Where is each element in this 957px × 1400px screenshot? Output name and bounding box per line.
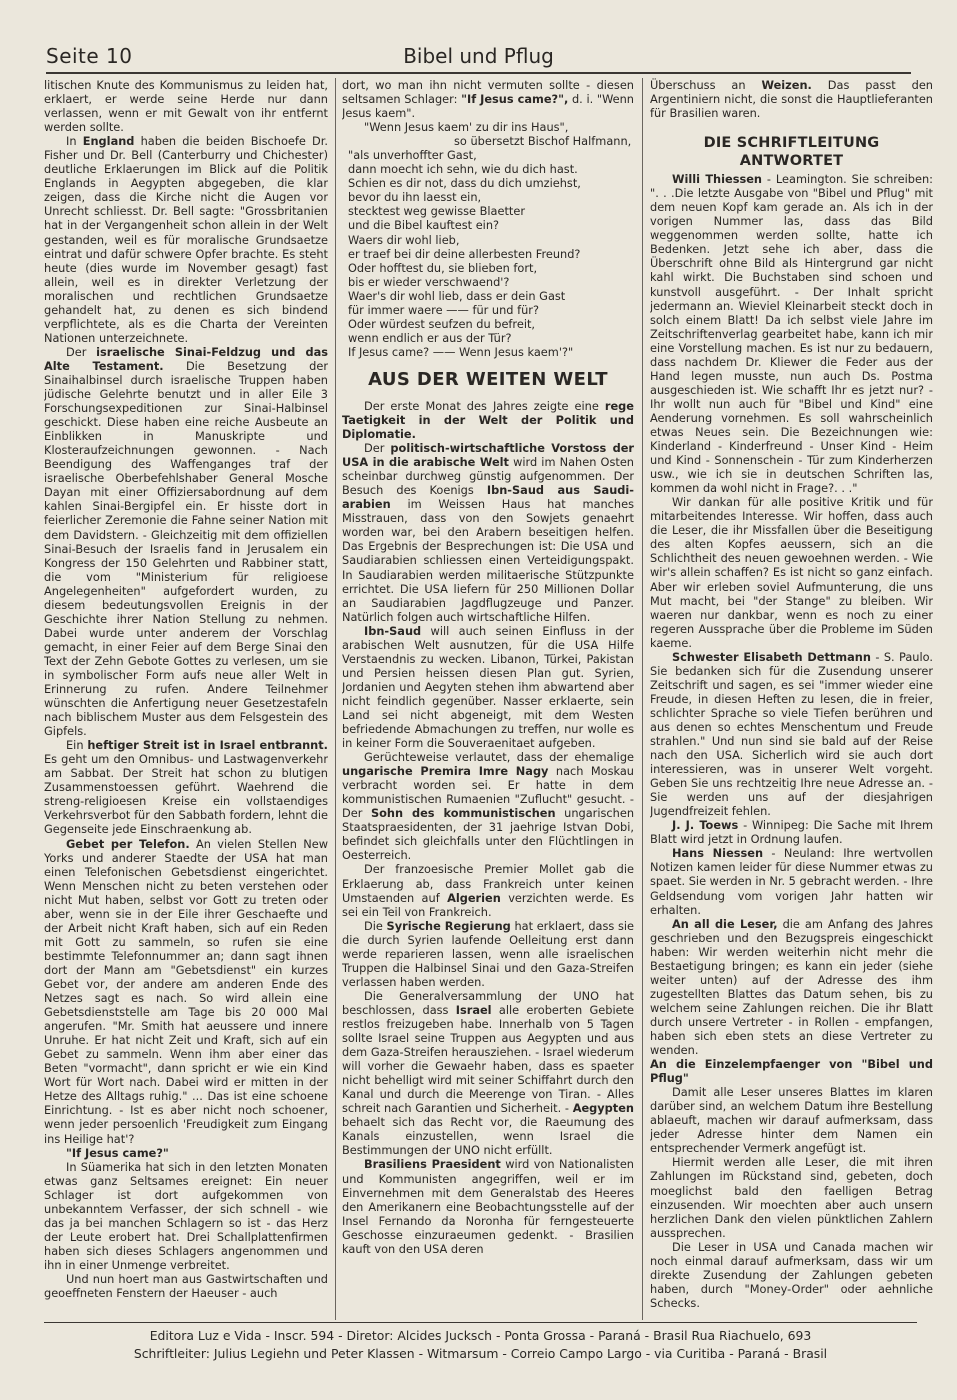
lyric-line: er traef bei dir deine allerbesten Freund? <box>348 246 581 261</box>
lyric-line: so übersetzt Bischof Halfmann, <box>454 134 632 149</box>
text: Gerüchteweise verlautet, dass der ehemalige <box>364 750 634 765</box>
lyric-line: "Wenn Jesus kaem' zu dir ins Haus", <box>364 120 569 135</box>
reply-thiessen <box>650 172 933 495</box>
reply-toews <box>650 818 933 846</box>
text: die am Anfang des Jahres geschrieben und den Bezugspreis eingeschickt haben: Wir werden weiterhin nicht mehr die Bestaetigung bringen; es kann ein jeder (siehe weiter unten) auf der Adresse des ihm zugestellten Blattes das Datum sehen, bis zu welchem seine Zahlungen reichen. Die ihr Blatt durch unsere Vertreter - in Rollen - empfangen, haben sich eben stets an diese Vertreter zu wenden. <box>650 916 933 1058</box>
lyric-line: "als unverhoffter Gast, <box>348 148 477 163</box>
bold-keyword: Schwester Elisabeth Dettmann <box>672 649 871 664</box>
page-footer-imprint <box>44 1322 917 1379</box>
bold-keyword: Algerien <box>447 890 501 905</box>
bold-keyword: Brasiliens Praesident <box>364 1157 501 1172</box>
lyric-line: dann moecht ich sehn, wie du dich hast. <box>348 162 578 177</box>
column-3 <box>650 78 933 1320</box>
paragraph: litischen Knute des Kommunismus zu leiden hat, erklaert, er werde seine Herde nur dann verlassen, wenn er mit Gewalt von ihr entfernt werden sollte. <box>44 78 328 135</box>
text: Ein <box>66 738 84 753</box>
bold-keyword: "If Jesus came?" <box>66 1145 169 1160</box>
text: Der franzoesische Premier Mollet gab die Erklaerung ab, dass Frankreich unter keinen Umstaenden auf <box>342 862 634 905</box>
bold-keyword: An die Einzelempfaenger von "Bibel und Pflug" <box>650 1057 933 1086</box>
bold-keyword: rege Taetigkeit in der Welt der Politik und Diplomatie. <box>342 398 634 442</box>
publication-title: Bibel und Pflug <box>403 44 554 68</box>
paragraph-gebet <box>44 837 328 1146</box>
bold-keyword: ungarische Premira Imre Nagy <box>342 764 549 779</box>
bold-keyword: Israel <box>455 1002 492 1017</box>
notice-heading <box>650 1057 933 1085</box>
paragraph <box>650 78 933 120</box>
bold-keyword: heftiger Streit ist in Israel entbrannt. <box>87 738 328 753</box>
paragraph-syrien <box>342 919 634 989</box>
paragraph <box>342 399 634 441</box>
bold-keyword: Ibn-Saud aus Saudi-arabien <box>342 483 634 512</box>
article-columns <box>44 78 933 1320</box>
paragraph <box>342 78 634 120</box>
column-divider <box>642 78 643 1320</box>
column-2 <box>342 78 634 1320</box>
text: dort, wo man ihn nicht vermuten sollte - diesen seltsamen Schlager: <box>342 78 634 107</box>
paragraph-ibn-saud <box>342 624 634 750</box>
page-number: Seite 10 <box>46 44 133 68</box>
text: Die Generalversammlung der UNO hat beschlossen, dass <box>342 988 634 1017</box>
reply-niessen <box>650 846 933 916</box>
text: Der <box>66 344 87 359</box>
bold-keyword: Aegypten <box>572 1101 634 1116</box>
text: ungarischen Staatspraesidenten, der 31 jaehrige Istvan Dobi, befindet sich gleichfalls unter den Flüchtlingen in Oesterreich. <box>342 806 634 863</box>
song-lyrics <box>348 120 634 359</box>
lyric-line: wenn endlich er aus der Tür? <box>348 330 512 345</box>
paragraph: Hiermit werden alle Leser, die mit ihren Zahlungen im Rückstand sind, gebeten, doch moeglichst bald den faelligen Betrag einzusenden. Wir moechten aber auch unsern herzlichen Dank den vielen pünktlichen Zahlern aussprechen. <box>650 1155 933 1240</box>
text: In <box>66 134 77 149</box>
lyric-line: für immer waere —— für und für? <box>348 302 539 317</box>
paragraph-ungarn <box>342 750 634 862</box>
paragraph-uno <box>342 989 634 1158</box>
paragraph-england <box>44 134 328 345</box>
paragraph-jesus-heading <box>44 1146 328 1160</box>
text: Die <box>364 918 383 933</box>
text: - Neuland: Ihre wertvollen Notizen kamen leider für diese Nummer etwas zu spaet. Sie werden in Nr. 5 gebracht werden. - Ihre Geldsendung vom vorigen Jahr hatten wir erhalten. <box>650 846 933 917</box>
text: behaelt sich das Recht vor, die Raeumung des Kanals einzustellen, wenn Israel die Bestimmungen der UNO nicht erfüllt. <box>342 1115 634 1158</box>
bold-keyword: Hans Niessen <box>672 846 764 861</box>
text: will auch seinen Einfluss in der arabischen Welt ausnutzen, für die USA Hilfe Verstaendnis zu wecken. Libanon, Türkei, Pakistan und Persien heissen diesen Plan gut. Syrien, Jordanien und Aegyten stehen ihm abwartend aber nicht feindlich gegenüber. Nasser erklaerte, sein Land sei nicht abgeneigt, mit dem Westen befriedende Abmachungen zu treffen, nur wolle es in keiner Form die Souveraenitaet aufgeben. <box>342 623 634 751</box>
text: wird im Nahen Osten scheinbar durchweg günstig aufgenommen. Der Besuch des Koenigs <box>342 455 634 498</box>
paragraph: Und nun hoert man aus Gastwirtschaften und geoeffneten Fenstern der Haeuser - auch <box>44 1271 328 1301</box>
notice-all-readers <box>650 917 933 1057</box>
bold-keyword: Syrische Regierung <box>386 918 511 933</box>
lyric-line: Oder hofftest du, sie blieben fort, <box>348 260 538 275</box>
section-heading-schriftleitung: DIE SCHRIFTLEITUNG ANTWORTET <box>703 135 880 170</box>
text: wird von Nationalisten und Kommunisten angegriffen, weil er im Einvernehmen mit dem Generalstab des Heeres den Amerikanern eine Beobachtungsstelle auf der Insel Fernando da Noronha für ferngesteuerte Geschosse einzuraeumen gedenkt. - Brasilien kauft von den USA deren <box>342 1157 634 1256</box>
lyric-line: stecktest weg gewisse Blaetter <box>348 204 526 219</box>
text: haben die beiden Bischoefe Dr. Fisher und Dr. Bell (Canterburry und Chichester) deutliche Erklaerungen im Blick auf die Politik Englands in Aegypten abgegeben, die klar zeigen, dass die Kirche nicht die Augen vor Unrecht schliesst. Dr. Bell sagte: "Grossbritanien hat in der Vergangenheit schon allein in der Welt gestanden, weil es für moralische Grundsaetze eintrat und dafür schwere Opfer brachte. Es steht heute (dies wurde im November gesagt) fast allein, weil es in direkter Verletzung der moralischen und rechtlichen Grundsaetze gehandelt hat, zu denen es sich bindend verpflichtete, als es die Charta der Vereinten Nationen unterzeichnete. <box>44 134 328 345</box>
lyric-line: Waer's dir wohl lieb, dass er dein Gast <box>348 288 566 303</box>
text: Es geht um den Omnibus- und Lastwagenverkehr am Sabbat. Der Streit hat schon zu blutigen Zusammenstoessen geführt. Waehrend die streng-religioesen Kreise ein vollstaendiges Verkehrsverbot für den Sabbath fordern, lehnt die Gegenseite jede Einschraenkung ab. <box>44 752 328 837</box>
page-header <box>46 42 911 74</box>
lyric-line: bis er wieder verschwaend'? <box>348 274 510 289</box>
paragraph-brasilien <box>342 1157 634 1255</box>
paragraph-sinai <box>44 345 328 738</box>
imprint-line: Schriftleiter: Julius Legiehn und Peter Klassen - Witmarsum - Correio Campo Largo - via Curitiba - Paraná - Brasil <box>133 1346 828 1361</box>
text: - S. Paulo. Sie bedanken sich für die Zusendung unserer Zeitschrift und sagen, es sei "immer wieder eine Freude, in diesen Heften zu lesen, die in freier, schlichter Sprache so viele Tiefen berühren und aus denen so echtes Menschentum und Freude strahlen." Und nun sind sie bald auf der Reise nach den USA. Sicherlich wird sie auch dort interessieren, was in unserer Welt vorgeht. Geben Sie uns rechtzeitig Ihre neue Adresse an. - Sie werden uns auf der diesjahrigen Jugendfreizeit fehlen. <box>650 649 933 819</box>
text: nach Moskau verbracht worden sei. Er hatte in dem kommunistischen Rumaenien "Zuflucht" gesucht. - Der <box>342 764 634 821</box>
lyric-line: bevor du ihn laesst ein, <box>348 190 482 205</box>
paragraph: Damit alle Leser unseres Blattes im klaren darüber sind, an welchem Datum ihre Bestellung ablaeuft, machen wir darauf aufmerksam, dass jeder Adresse hinter dem Namen ein entsprechender Vermerk angefügt ist. <box>650 1085 933 1156</box>
bold-keyword: Willi Thiessen <box>672 172 762 187</box>
paragraph-streit <box>44 738 328 836</box>
lyric-line: Waers dir wohl lieb, <box>348 232 460 247</box>
bold-keyword: israelische Sinai-Feldzug und das Alte Testament. <box>44 344 328 373</box>
lyric-line: und die Bibel kauftest ein? <box>348 218 500 233</box>
lyric-line: If Jesus came? —— Wenn Jesus kaem'?" <box>348 344 574 359</box>
text: hat erklaert, dass sie die durch Syrien laufende Oelleitung erst dann werde reparieren lassen, wenn alle israelischen Truppen die Halbinsel Sinai und den Gaza-Streifen verlassen haben werden. <box>342 918 634 989</box>
bold-keyword: An all die Leser, <box>672 916 778 931</box>
lyric-line: Schien es dir not, dass du dich umziehst, <box>348 176 581 191</box>
text: Der erste Monat des Jahres zeigte eine <box>364 398 599 413</box>
text: Überschuss an <box>650 78 746 92</box>
imprint-line: Editora Luz e Vida - Inscr. 594 - Diretor: Alcides Jucksch - Ponta Grossa - Paraná - Brasil Rua Riachuelo, 693 <box>149 1328 812 1343</box>
text: d. i. "Wenn Jesus kaem". <box>342 92 634 121</box>
text: im Weissen Haus hat manches Misstrauen, dass von den Sowjets genaehrt worden war, bei den Arabern beseitigen helfen. Das Ergebnis der Besprechungen ist: Die USA und Saudiarabien schliessen einen Verteidigungspakt. In Saudiarabien werden militaerische Stützpunkte errichtet. Die USA liefern für 250 Millionen Dollar an Saudiarabien Jagdflugzeuge und Panzer. Natürlich folgen auch wirtschaftliche Hilfen. <box>342 497 634 624</box>
text: - Leamington. Sie schreiben: ". . .Die letzte Ausgabe von "Bibel und Pflug" mit dem neuen Kopf kam gerade an. Als ich in der vorigen Nummer las, dass das Bild weggenommen werden sollte, hatte ich Bedenken. Jetzt sehe ich aber, dass die Überschrift ohne Bild als Hintergrund gar nicht kahl wirkt. Die Buchstaben sind schoen und kunstvoll ausgeführt. - Der Inhalt spricht jedermann an. Wieviel Kleinarbeit steckt doch in solch einem Blatt! Da ich selbst viele Jahre im Zeitschriftenverlag gearbeitet habe, kann ich mir eine Vorstellung machen. Es ist nur zu bedauern, dass nachdem Dr. Kliewer die Feder aus der Hand legen musste, nun auch Ds. Postma ausgeschieden ist. Wie schafft Ihr es jetzt nur? - Ihr wollt nun auch für "Bibel und Kind" eine Aenderung vornehmen. Es soll wahrscheinlich etwas Neues sein. Die Bezeichnungen wie: Kinderland - Kinderfreund - Unser Kind - Heim und Kind - Sonnenschein - Tür zum Kinderherzen usw., wie ich sie in deutschen Schriften las, kommen da wohl nicht in Frage?. . ." <box>650 172 933 496</box>
section-heading-welt: AUS DER WEITEN WELT <box>368 368 608 390</box>
paragraph: Die Leser in USA und Canada machen wir noch einmal darauf aufmerksam, dass wir um direkte Zusendung der Zahlungen gebeten haben, durch "Money-Order" oder aehnliche Schecks. <box>650 1239 933 1310</box>
text: Der <box>364 441 385 456</box>
text: Die Besetzung der Sinaihalbinsel durch israelische Truppen haben jüdische Gelehrte benutzt und in aller Eile 3 Forschungsexpeditionen zur Sinai-Halbinsel geschickt. Diese haben eine reiche Ausbeute an Einblikken in Manuskripte und Klosteraufzeichnungen gewonnen. - Nach Beendigung des Waffenganges traf der israelische Oberbefehlshaber General Mosche Dayan mit einer Offiziersabordnung auf dem kahlen Sinai-Bergipfel ein. Er hisste dort in feierlicher Zeremonie die Fahne seiner Nation mit dem Davidstern. - Gleichzeitig mit dem offiziellen Sinai-Besuch der Israelis fand in Jerusalem ein Kongress der 150 Gelehrten und Rabbiner statt, die vom "Ministerium für religioese Angelegenheiten" aufgefordert wurden, zu diesem bedeutungsvollen Ereignis in der Geschichte ihrer Nation Stellung zu nehmen. Dabei wurde unter anderem der Vorschlag gemacht, in einer Feier auf dem Berge Sinai den Text der Zehn Gebote Gottes zu verlesen, um sie in symbolischer Form aufs neue aller Welt in Erinnerung zu rufen. Andere Teilnehmer wünschten die Anfertigung neuer Gesetzestafeln nach biblischem Muster aus dem Felsgestein des Gipfels. <box>44 358 328 739</box>
bold-keyword: politisch-wirtschaftliche Vorstoss der USA in die arabische Welt <box>342 441 634 470</box>
text: verzichten werde. Es sei ein Teil von Frankreich. <box>342 890 634 919</box>
bold-keyword: "If Jesus came?", <box>461 92 569 107</box>
column-1 <box>44 78 328 1320</box>
bold-keyword: Gebet per Telefon. <box>66 836 190 851</box>
text: An vielen Stellen New Yorks und anderer Staedte der USA hat man einen Telefonischen Gebetsdienst eingerichtet. Wenn Menschen nicht zu beten verstehen oder nicht Mut haben, selbst vor Gott zu treten oder aber, wenn sie in der Eile ihrer Geschaefte und der Arbeit nicht Kraft haben, sich auf ein Reden mit Gott zu sammeln, so rufen sie eine bestimmte Telefonnummer an; dann sagt ihnen dort der Mann am "Gebetsdienst" ein kurzes Gebet vor, der andere am anderen Ende des Netzes sagt es nach. So wird allein eine Gebetsdienststelle am Tage bis 20 000 Mal angerufen. "Mr. Smith hat aeussere und innere Unruhe. Er hat nicht Zeit und Kraft, sich auf ein Gebet zu sammeln. Wenn ihm aber einer das Beten "vormacht", dann spricht er wie ein Kind Wort für Wort nach. Dabei wird er mitten in der Hetze des Alltags ruhig." ... Das ist eine schoene Einrichtung. - Ist es aber nicht noch schoener, wenn jeder persoenlich 'Freudigkeit zum Eingang ins Heilige hat'? <box>44 836 328 1146</box>
text: Das passt den Argentiniern nicht, die sonst die Hauptlieferanten für Brasilien waren. <box>650 78 933 121</box>
paragraph: In Süamerika hat sich in den letzten Monaten etwas ganz Seltsames ereignet: Ein neuer Schlager ist dort aufgekommen von unbekanntem Verfasser, der sich schnell - wie das ja bei manchen Schlagern so ist - das Herz der Leute erobert hat. Drei Schallplattenfirmen haben sich dieses Schlagers angenommen und ihn in einer Unmenge verbreitet. <box>44 1159 328 1272</box>
bold-keyword: Ibn-Saud <box>364 623 422 638</box>
text: alle eroberten Gebiete restlos freizugeben habe. Innerhalb von 5 Tagen sollte Israel seine Truppen aus Aegypten und aus dem Gaza-Streifen herausziehen. - Israel wiederum will vorher die Gewaehr haben, dass es spaeter nicht behelligt wird mit seiner Schiffahrt durch den Kanal und durch die Meerenge von Tiran. - Alles schreit nach Garantien und Sicherheit. - <box>342 1002 634 1116</box>
lyric-line: Oder würdest seufzen du befreit, <box>348 316 536 331</box>
paragraph-algerien <box>342 862 634 918</box>
bold-keyword: Sohn des kommunistischen <box>370 806 556 821</box>
text: - Winnipeg: Die Sache mit Ihrem Blatt wird jetzt in Ordnung laufen. <box>650 818 933 847</box>
column-divider <box>335 78 336 1320</box>
bold-keyword: Weizen. <box>761 78 812 92</box>
paragraph: Wir dankan für alle positive Kritik und für mitarbeitendes Interesse. Wir hoffen, dass auch die Leser, die ihr Missfallen über die Beseitigung des alten Kopfes aeussern, sich an die Schlichtheit des neuen gewoehnen werden. - Wie wir's allein schaffen? Es ist nicht so ganz einfach. Aber wir erleben soviel Aufmunterung, die uns Mut macht, bei "der Stange" zu bleiben. Wir waeren nur dankbar, wenn es noch zu einer regeren Aussprache über die Probleme im Süden kaeme. <box>650 495 933 650</box>
bold-keyword: J. J. Toews <box>672 818 739 833</box>
bold-keyword: England <box>82 134 135 149</box>
paragraph-usa <box>342 441 634 624</box>
reply-dettmann <box>650 650 933 819</box>
